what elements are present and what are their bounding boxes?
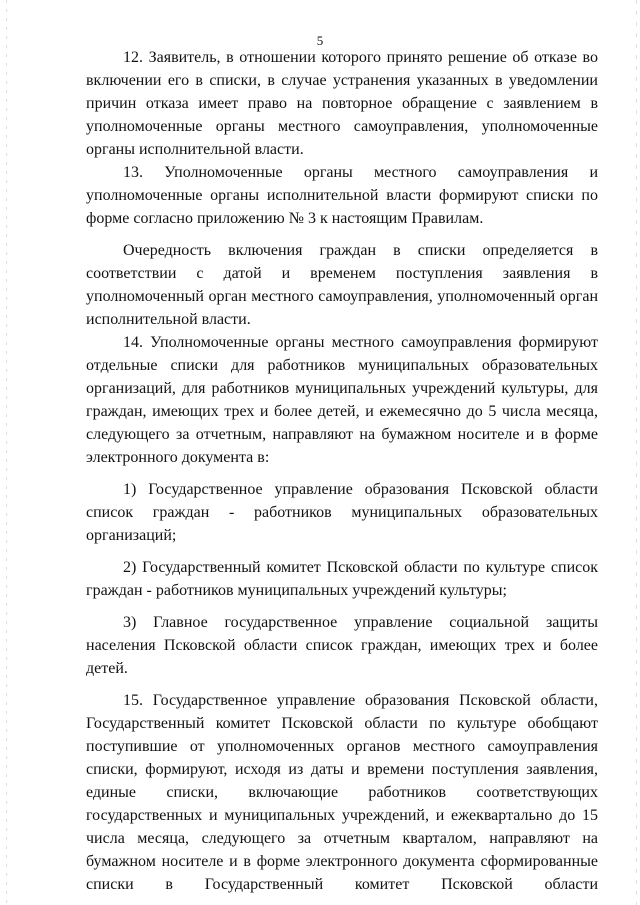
- scan-edge-left: [6, 0, 7, 905]
- page-number: 5: [316, 33, 324, 48]
- list-item-2: 2) Государственный комитет Псковской области по культуре список граждан - работников муниципальных учреждений культуры;: [86, 559, 598, 599]
- paragraph-15: 15. Государственное управление образования Псковской области, Государственный комитет Псковской области по культуре обобщают поступившие от уполномоченных органов местного самоуправления списки, формируют, исходя из даты и времени поступления заявления, единые списки, включающие работников соответствующих государственных и муниципальных учреждений, и ежеквартально до 15 числа месяца, следующего за отчетным кварталом, направляют на бумажном носителе и в форме электронного документа сформированные списки в Государственный комитет Псковской области: [86, 692, 598, 893]
- scan-edge-right: [636, 0, 637, 905]
- paragraph-14: 14. Уполномоченные органы местного самоуправления формируют отдельные списки для работников муниципальных образовательных организаций, для работников муниципальных учреждений культуры, для граждан, имеющих трех и более детей, и ежемесячно до 5 числа месяца, следующего за отчетным, направляют на бумажном носителе и в форме электронного документа в:: [86, 334, 598, 466]
- document-body: [86, 46, 598, 896]
- paragraph-12: 12. Заявитель, в отношении которого принято решение об отказе во включении его в списки, в случае устранения указанных в уведомлении причин отказа имеет право на повторное обращение с заявлением в уполномоченные органы местного самоуправления, уполномоченные органы исполнительной власти.: [86, 49, 598, 158]
- paragraph-13: 13. Уполномоченные органы местного самоуправления и уполномоченные органы исполнительной власти формируют списки по форме согласно приложению № 3 к настоящим Правилам.: [86, 164, 598, 227]
- paragraph-queue-order: Очередность включения граждан в списки определяется в соответствии с датой и временем поступления заявления в уполномоченный орган местного самоуправления, уполномоченный орган исполнительной власти.: [86, 242, 598, 328]
- list-item-3: 3) Главное государственное управление социальной защиты населения Псковской области список граждан, имеющих трех и более детей.: [86, 614, 598, 677]
- list-item-1: 1) Государственное управление образования Псковской области список граждан - работников муниципальных образовательных организаций;: [86, 481, 598, 544]
